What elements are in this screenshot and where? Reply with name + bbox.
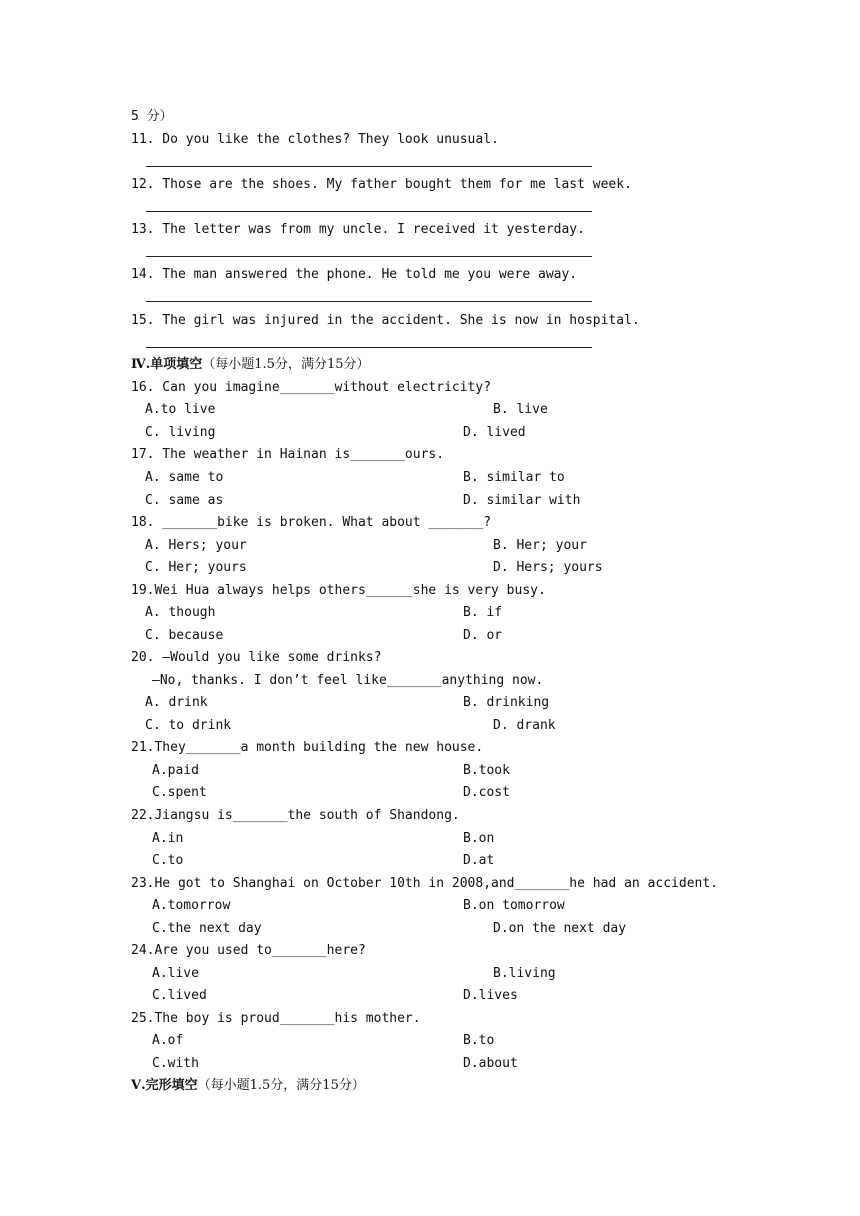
question-23-option-d: D.on the next day <box>493 921 627 936</box>
question-20-stem: 20. —Would you like some drinks? <box>131 650 382 665</box>
section-4-title: Ⅳ.单项填空 <box>131 357 203 372</box>
answer-line-15 <box>146 347 592 348</box>
question-19-option-c: C. because <box>145 628 224 643</box>
answer-line-13 <box>146 256 592 257</box>
question-20-option-b: B. drinking <box>463 695 550 710</box>
question-16-stem: 16. Can you imagine_______without electricity? <box>131 380 492 395</box>
question-20-stem-reply: —No, thanks. I don’t feel like_______anything now. <box>152 673 544 688</box>
question-24-option-b: B.living <box>493 966 556 981</box>
question-16-option-c: C. living <box>145 425 216 440</box>
translation-item-13: 13. The letter was from my uncle. I received it yesterday. <box>131 222 585 237</box>
question-23-option-b: B.on tomorrow <box>463 898 565 913</box>
answer-line-12 <box>146 211 592 212</box>
question-24-option-c: C.lived <box>152 988 207 1003</box>
question-21-option-a: A.paid <box>152 763 199 778</box>
answer-line-14 <box>146 301 592 302</box>
question-18-option-d: D. Hers; yours <box>493 560 603 575</box>
question-25-stem: 25.The boy is proud_______his mother. <box>131 1011 421 1026</box>
question-17-stem: 17. The weather in Hainan is_______ours. <box>131 447 445 462</box>
question-22-option-a: A.in <box>152 831 184 846</box>
question-19-stem: 19.Wei Hua always helps others______she is very busy. <box>131 583 546 598</box>
section-5-title: Ⅴ.完形填空 <box>131 1078 198 1093</box>
translation-item-14: 14. The man answered the phone. He told me you were away. <box>131 267 578 282</box>
question-23-option-a: A.tomorrow <box>152 898 231 913</box>
question-21-stem: 21.They_______a month building the new house. <box>131 740 484 755</box>
section-4-heading <box>131 356 370 374</box>
question-20-option-d: D. drank <box>493 718 556 733</box>
question-23-option-c: C.the next day <box>152 921 262 936</box>
question-16-option-a: A.to live <box>145 402 216 417</box>
question-19-option-a: A. though <box>145 605 216 620</box>
question-18-stem: 18. _______bike is broken. What about _______? <box>131 515 492 530</box>
question-22-option-d: D.at <box>463 853 495 868</box>
translation-item-11: 11. Do you like the clothes? They look unusual. <box>131 132 499 147</box>
question-20-option-c: C. to drink <box>145 718 232 733</box>
translation-item-15: 15. The girl was injured in the accident. She is now in hospital. <box>131 313 640 328</box>
question-21-option-b: B.took <box>463 763 510 778</box>
question-18-option-b: B. Her; your <box>493 538 587 553</box>
question-22-option-b: B.on <box>463 831 495 846</box>
section-5-heading <box>131 1077 365 1095</box>
question-19-option-d: D. or <box>463 628 503 643</box>
question-17-option-b: B. similar to <box>463 470 565 485</box>
question-25-option-b: B.to <box>463 1033 495 1048</box>
section-4-note: （每小题1.5分，满分15分） <box>202 357 370 372</box>
question-25-option-a: A.of <box>152 1033 184 1048</box>
question-17-option-c: C. same as <box>145 493 224 508</box>
question-16-option-b: B. live <box>493 402 548 417</box>
question-21-option-d: D.cost <box>463 785 510 800</box>
score-fragment: 5 分） <box>131 109 173 124</box>
translation-item-12: 12. Those are the shoes. My father bought them for me last week. <box>131 177 632 192</box>
question-22-stem: 22.Jiangsu is_______the south of Shandong. <box>131 808 460 823</box>
question-21-option-c: C.spent <box>152 785 207 800</box>
question-18-option-a: A. Hers; your <box>145 538 247 553</box>
question-22-option-c: C.to <box>152 853 184 868</box>
question-24-option-a: A.live <box>152 966 199 981</box>
question-17-option-d: D. similar with <box>463 493 581 508</box>
question-25-option-c: C.with <box>152 1056 199 1071</box>
question-16-option-d: D. lived <box>463 425 526 440</box>
question-19-option-b: B. if <box>463 605 503 620</box>
section-5-note: （每小题1.5分，满分15分） <box>197 1078 365 1093</box>
question-25-option-d: D.about <box>463 1056 518 1071</box>
question-24-option-d: D.lives <box>463 988 518 1003</box>
question-18-option-c: C. Her; yours <box>145 560 247 575</box>
question-17-option-a: A. same to <box>145 470 224 485</box>
question-24-stem: 24.Are you used to_______here? <box>131 943 366 958</box>
question-23-stem: 23.He got to Shanghai on October 10th in 2008,and_______he had an accident. <box>131 876 718 891</box>
question-20-option-a: A. drink <box>145 695 208 710</box>
answer-line-11 <box>146 166 592 167</box>
